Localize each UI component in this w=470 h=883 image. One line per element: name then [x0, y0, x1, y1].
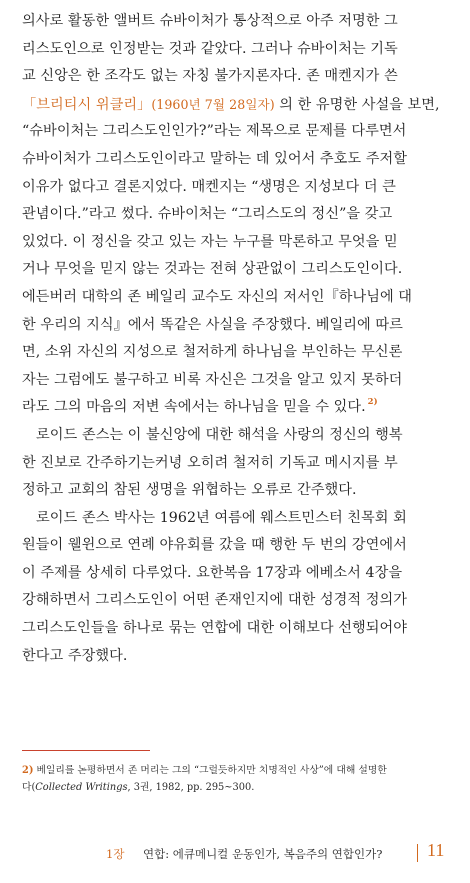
footnote: [22, 762, 450, 796]
paragraph-start: 로이드 존스는 이 불신앙에 대한 해석을 사랑의 정신의 행복: [36, 426, 403, 443]
text-line: 교 신앙은 한 조각도 없는 자칭 불가지론자다. 존 매켄지가 쓴: [22, 68, 398, 85]
text-line-with-footnote-ref: [22, 394, 450, 422]
footer-chapter-label: 1장: [106, 847, 125, 861]
text-line: 이 주제를 상세히 다루었다. 요한복음 17장과 에베소서 4장을: [22, 564, 403, 581]
text-line: 면, 소위 자신의 지성으로 철저하게 하나님을 부인하는 무신론: [22, 344, 403, 361]
text-line: 한다고 주장했다.: [22, 647, 128, 664]
text-line: 있었다. 이 정신을 갖고 있는 자는 누구를 막론하고 무엇을 믿: [22, 233, 398, 250]
text-line: 의사로 활동한 앨버트 슈바이처가 통상적으로 아주 저명한 그: [22, 13, 398, 29]
footnote-divider: [22, 750, 150, 751]
page-number: 11: [427, 840, 445, 860]
paragraph-start: 로이드 존스 박사는 1962년 여름에 웨스트민스터 친목회 회: [36, 509, 407, 526]
text-line: 거나 무엇을 믿지 않는 것과는 전혀 상관없이 그리스도인이다.: [22, 261, 403, 278]
footer-chapter-title: 연합: 에큐메니컬 운동인가, 복음주의 연합인가?: [143, 847, 383, 861]
journal-date: (1960년 7월 28일자): [151, 96, 275, 112]
text-line: 정하고 교회의 참된 생명을 위협하는 오류로 간주했다.: [22, 482, 357, 499]
footnote-text: 다(: [22, 782, 36, 793]
text-line: 리스도인으로 인정받는 것과 같았다. 그러나 슈바이처는 기독: [22, 40, 398, 57]
footnote-number: 2): [22, 765, 34, 776]
text-fragment: 라도 그의 마음의 저변 속에서는 하나님을 믿을 수 있다.: [22, 399, 366, 416]
text-line: 자는 그럼에도 불구하고 비록 자신은 그것을 알고 있지 못하더: [22, 371, 403, 388]
text-line: 한 우리의 지식』에서 똑같은 사실을 주장했다. 베일리에 따르: [22, 316, 403, 333]
footer-divider: [417, 844, 418, 862]
text-line: 슈바이처가 그리스도인이라고 말하는 데 있어서 추호도 주저할: [22, 150, 407, 167]
text-line: 그리스도인들을 하나로 묶는 연합에 대한 이해보다 선행되어야: [22, 620, 407, 637]
footnote-text: , 3권, 1982, pp. 295~300.: [127, 782, 255, 793]
body-text: [22, 8, 450, 670]
footnote-reference[interactable]: 2): [367, 397, 378, 408]
footnote-text: 베일리를 논평하면서 존 머리는 그의 “그럴듯하지만 치명적인 사상”에 대해 설명한: [36, 765, 387, 776]
running-footer: [0, 836, 470, 876]
footnote-book-title: Collected Writings: [35, 782, 128, 793]
text-line: “슈바이처는 그리스도인인가?”라는 제목으로 문제를 다루면서: [22, 123, 407, 140]
text-line: 이유가 없다고 결론지었다. 매켄지는 “생명은 지성보다 더 큰: [22, 178, 396, 195]
text-line: 원들이 웰윈으로 연례 야유회를 갔을 때 행한 두 번의 강연에서: [22, 537, 407, 554]
text-line: 강해하면서 그리스도인이 어떤 존재인지에 대한 성경적 정의가: [22, 592, 407, 609]
footnote-line: [22, 762, 450, 779]
journal-title: 「브리티시 위클리」: [22, 96, 152, 113]
text-line: 관념이다.”라고 썼다. 슈바이처는 “그리스도의 정신”을 갖고: [22, 206, 393, 223]
text-fragment: 의 한 유명한 사설을 보면,: [279, 96, 440, 113]
footnote-line: [22, 779, 450, 796]
text-line: 한 진보로 간주하기는커녕 오히려 철저히 기독교 메시지를 부: [22, 454, 398, 471]
text-line-with-citation: [22, 91, 450, 119]
text-line: 에든버러 대학의 존 베일리 교수도 자신의 저서인『하나님에 대: [22, 288, 413, 305]
